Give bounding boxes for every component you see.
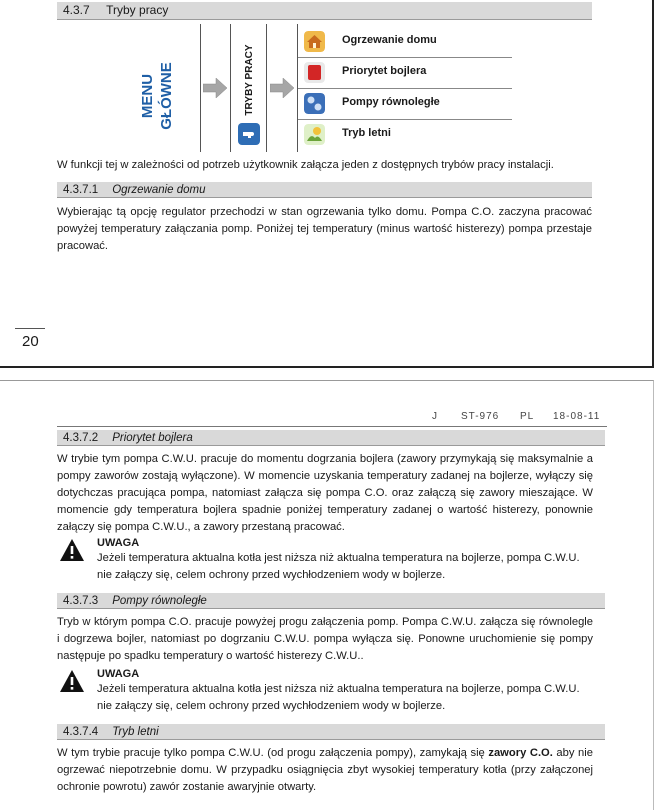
page-number: 20 — [22, 333, 39, 350]
header-model: ST-976 — [461, 411, 500, 422]
header-j: J — [432, 411, 438, 422]
warning-icon — [59, 538, 85, 562]
tryb-letni-paragraph: W tym trybie pracuje tylko pompa C.W.U. (od progu załączenia pompy), zamykają się zawory C.O. aby nie ogrzewać niepotrzebnie domu. W przypadku osiągnięcia zbyt wysokiej temperatury kotła (przy załączonej ochronie powrotu) zawór zostanie awaryjnie otwarty. — [57, 747, 593, 793]
subsection-heading-4-3-7-3 — [57, 593, 605, 609]
ogrzewanie-domu-paragraph: Wybierając tą opcję regulator przechodzi w stan ogrzewania tylko domu. Pompa C.O. zaczyna pracować powyżej temperatury załączania pomp. Poniżej tej temperatury (minus wartość histerezy) pompa przestaje pracować. — [57, 206, 592, 252]
subsection-number: 4.3.7.4 — [63, 726, 99, 738]
priorytet-bojlera-paragraph: W trybie tym pompa C.W.U. pracuje do momentu dogrzania bojlera (zawory przymykają się maksymalnie a pompy zaworów zostają wyłączone). W momencie uzyskania temperatury zadanej na bojlerze, wyłączy się dotychczas pracująca pompa, natomiast załącza się pompa C.O. oraz załączą się zawory mieszające. W momencie gdy temperatura bojlera spadnie poniżej temperatury zadanej o wartość histerezy, ponownie załączy się pompa C.W.U., a zawory przestaną pracować. — [57, 453, 593, 533]
mode-item-priorytet-bojlera — [298, 57, 512, 89]
subsection-title: Pompy równoległe — [112, 595, 207, 607]
subsection-heading-4-3-7-4 — [57, 724, 605, 740]
subsection-title: Priorytet bojlera — [112, 432, 193, 444]
mode-label: Ogrzewanie domu — [342, 34, 437, 46]
header-lang: PL — [520, 411, 535, 422]
subsection-number: 4.3.7.2 — [63, 432, 99, 444]
mode-label: Priorytet bojlera — [342, 65, 427, 77]
section-title: Tryby pracy — [106, 3, 169, 17]
bold-zawory-co: zawory C.O. — [488, 747, 553, 759]
subsection-heading-4-3-7-2 — [57, 430, 605, 446]
page-1 — [0, 0, 654, 368]
warning-text: Jeżeli temperatura aktualna kotła jest niższa niż aktualna temperatura na bojlerze, pompa C.W.U. nie załączy się, celem ochrony przed wychłodzeniem wody w bojlerze. — [97, 552, 580, 581]
intro-paragraph: W funkcji tej w zależności od potrzeb użytkownik załącza jeden z dostępnych trybów pracy instalacji. — [57, 159, 554, 171]
mode-label: Tryb letni — [342, 127, 391, 139]
mode-label: Pompy równoległe — [342, 96, 440, 108]
hand-pointer-icon — [238, 123, 260, 145]
section-heading-4-3-7 — [57, 2, 592, 20]
subsection-title: Tryb letni — [112, 726, 159, 738]
pumps-icon — [304, 93, 325, 114]
subsection-heading-4-3-7-1 — [57, 182, 592, 198]
warning-icon — [59, 669, 85, 693]
subsection-title: Ogrzewanie domu — [112, 184, 206, 196]
arrow-icon — [203, 78, 227, 98]
warning-title: UWAGA — [97, 537, 140, 549]
subsection-number: 4.3.7.3 — [63, 595, 99, 607]
mode-item-pompy-rownolegle — [298, 88, 512, 120]
section-number: 4.3.7 — [63, 3, 90, 17]
menu-glowne-label: MENU GŁÓWNE — [139, 62, 175, 130]
summer-icon — [304, 124, 325, 145]
header-date: 18-08-11 — [553, 411, 601, 422]
house-icon — [304, 31, 325, 52]
arrow-icon — [270, 78, 294, 98]
boiler-icon — [304, 62, 325, 83]
pompy-rownolegle-paragraph: Tryb w którym pompa C.O. pracuje powyżej progu załączenia pomp. Pompa C.W.U. załącza się równolegle i dogrzewa bojler, natomiast po dogrzaniu C.W.U. pompa wyłącza się. Ponowne uruchomienie się pompy następuje po spadku temperatury o wartość histerezy C.W.U.. — [57, 616, 593, 662]
warning-text: Jeżeli temperatura aktualna kotła jest niższa niż aktualna temperatura na bojlerze, pompa C.W.U. nie załączy się, celem ochrony przed wychłodzeniem wody w bojlerze. — [97, 683, 580, 712]
tryby-pracy-label: TRYBY PRACY — [244, 44, 255, 116]
subsection-number: 4.3.7.1 — [63, 184, 99, 196]
modes-diagram — [136, 24, 512, 152]
mode-item-tryb-letni — [298, 119, 512, 150]
warning-title: UWAGA — [97, 668, 140, 680]
mode-item-ogrzewanie-domu — [298, 26, 512, 58]
